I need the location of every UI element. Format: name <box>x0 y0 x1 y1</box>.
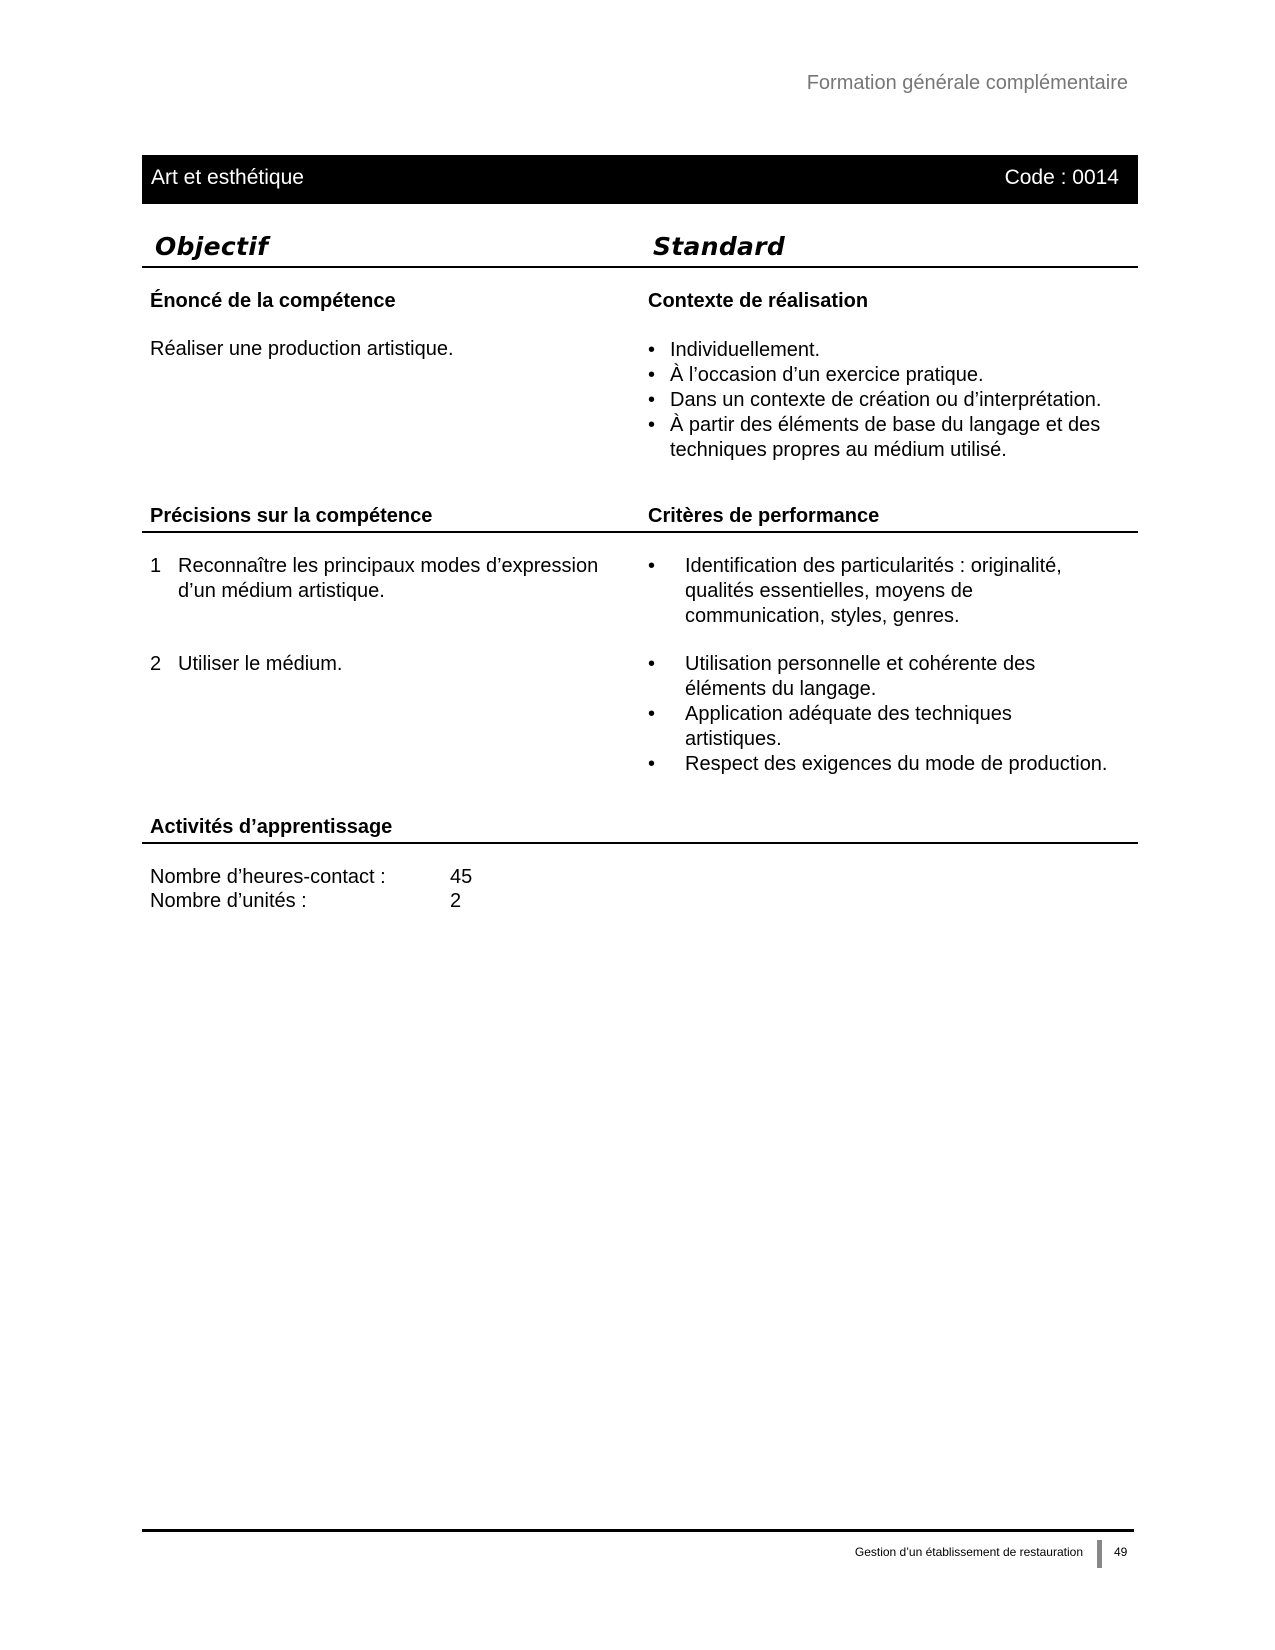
heures-contact-row <box>150 865 550 889</box>
footer-rule <box>142 1529 1134 1532</box>
criteres-group-2 <box>648 652 1138 777</box>
course-code: Code : 0014 <box>1004 166 1119 189</box>
column-heading-standard: Standard <box>653 232 786 261</box>
precision-item-2 <box>150 652 630 682</box>
enonce-title: Énoncé de la compétence <box>150 290 396 312</box>
contexte-list <box>648 338 1138 463</box>
precisions-title: Précisions sur la compétence <box>150 505 433 527</box>
section-rule <box>142 531 1138 533</box>
activites-rule <box>142 842 1138 844</box>
enonce-text: Réaliser une production artistique. <box>150 338 454 360</box>
activites-title: Activités d’apprentissage <box>150 816 393 838</box>
column-heading-rule <box>142 266 1138 268</box>
contexte-item: • Individuellement. <box>648 339 821 361</box>
critere-item: • Application adéquate des techniques artistiques. <box>648 703 1012 750</box>
unites-row <box>150 889 550 913</box>
item-text: Reconnaître les principaux modes d’expression d’un médium artistique. <box>178 555 599 602</box>
bullet: • <box>648 753 656 775</box>
course-title: Art et esthétique <box>151 166 304 189</box>
contexte-item: • À l’occasion d’un exercice pratique. <box>648 364 984 386</box>
column-heading-objectif: Objectif <box>155 232 269 261</box>
footer-separator <box>1097 1540 1102 1568</box>
critere-item: • Respect des exigences du mode de production. <box>648 753 1108 775</box>
item-text: Utiliser le médium. <box>178 653 343 675</box>
bullet: • <box>648 389 656 411</box>
bullet: • <box>648 339 656 361</box>
row-value: 45 <box>450 866 473 888</box>
row-label: Nombre d’heures-contact : <box>150 866 386 888</box>
bullet: • <box>648 703 656 725</box>
item-number: 2 <box>150 653 162 675</box>
title-bar <box>142 155 1138 204</box>
critere-item: • Identification des particularités : originalité, qualités essentielles, moyens de communication, styles, genres. <box>648 555 1062 627</box>
bullet: • <box>648 555 656 577</box>
contexte-item: • Dans un contexte de création ou d’interprétation. <box>648 389 1102 411</box>
running-header: Formation générale complémentaire <box>806 72 1128 94</box>
row-value: 2 <box>450 890 462 912</box>
criteres-group-1 <box>648 554 1093 629</box>
row-label: Nombre d’unités : <box>150 890 307 912</box>
page-number: 49 <box>1114 1545 1128 1559</box>
footer-program: Gestion d’un établissement de restauration <box>854 1545 1083 1559</box>
contexte-title: Contexte de réalisation <box>648 290 869 312</box>
bullet: • <box>648 414 656 436</box>
criteres-title: Critères de performance <box>648 505 880 527</box>
bullet: • <box>648 364 656 386</box>
precision-item-1 <box>150 554 630 614</box>
item-number: 1 <box>150 555 162 577</box>
bullet: • <box>648 653 656 675</box>
contexte-item: • À partir des éléments de base du langage et des techniques propres au médium utilisé. <box>648 414 1101 461</box>
critere-item: • Utilisation personnelle et cohérente des éléments du langage. <box>648 653 1036 700</box>
